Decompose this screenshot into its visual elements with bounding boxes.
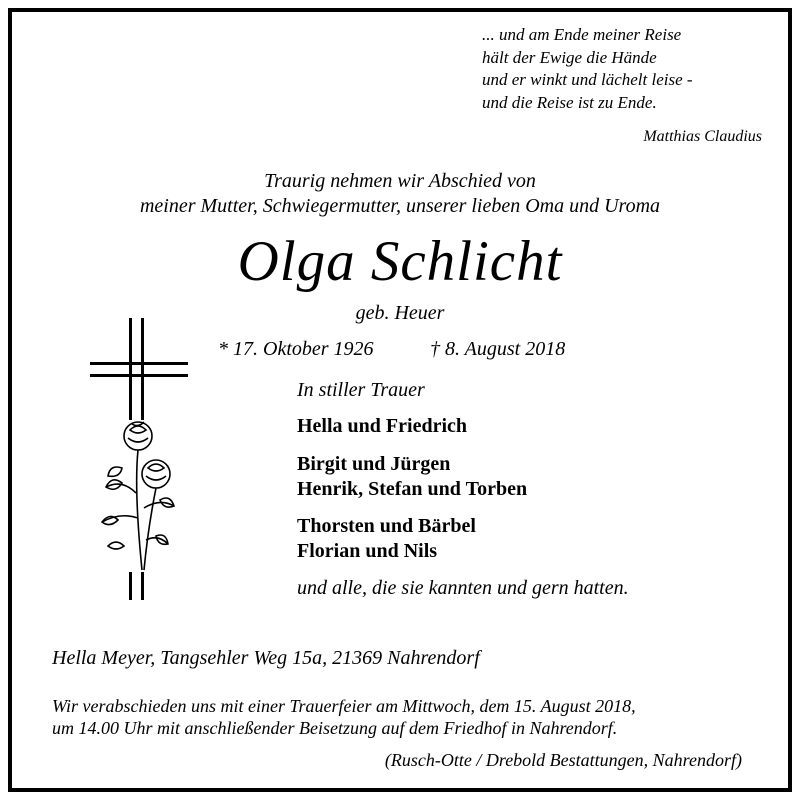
mourner-name: Florian und Nils bbox=[297, 540, 438, 562]
death-date: † 8. August 2018 bbox=[430, 338, 566, 360]
mourner-name: Hella und Friedrich bbox=[297, 415, 467, 437]
undertaker: (Rusch-Otte / Drebold Bestattungen, Nahrendorf) bbox=[384, 750, 742, 770]
mourners-closing: und alle, die sie kannten und gern hatten. bbox=[297, 577, 629, 599]
service-line-2: um 14.00 Uhr mit anschließender Beisetzung auf dem Friedhof in Nahrendorf. bbox=[52, 718, 618, 738]
mourner-name: Birgit und Jürgen bbox=[297, 453, 451, 475]
mourners-heading: In stiller Trauer bbox=[297, 379, 425, 401]
intro-line-1: Traurig nehmen wir Abschied von bbox=[264, 170, 536, 192]
contact-address: Hella Meyer, Tangsehler Weg 15a, 21369 Nahrendorf bbox=[52, 647, 480, 669]
poem-line: hält der Ewige die Hände bbox=[482, 47, 657, 67]
poem-author: Matthias Claudius bbox=[643, 128, 762, 145]
maiden-name: geb. Heuer bbox=[355, 302, 445, 324]
poem-line: und er winkt und lächelt leise - bbox=[482, 70, 693, 89]
birth-date: * 17. Oktober 1926 bbox=[218, 338, 374, 360]
service-line-1: Wir verabschieden uns mit einer Trauerfeier am Mittwoch, dem 15. August 2018, bbox=[52, 696, 636, 716]
intro-line-2: meiner Mutter, Schwiegermutter, unserer lieben Oma und Uroma bbox=[139, 195, 661, 217]
poem bbox=[482, 24, 693, 114]
deceased-name: Olga Schlicht bbox=[237, 230, 563, 293]
poem-line: und die Reise ist zu Ende. bbox=[482, 92, 657, 112]
mourner-name: Thorsten und Bärbel bbox=[297, 515, 476, 537]
poem-line: ... und am Ende meiner Reise bbox=[482, 25, 682, 44]
mourner-name: Henrik, Stefan und Torben bbox=[297, 478, 528, 500]
cross-with-roses-icon bbox=[86, 318, 196, 603]
